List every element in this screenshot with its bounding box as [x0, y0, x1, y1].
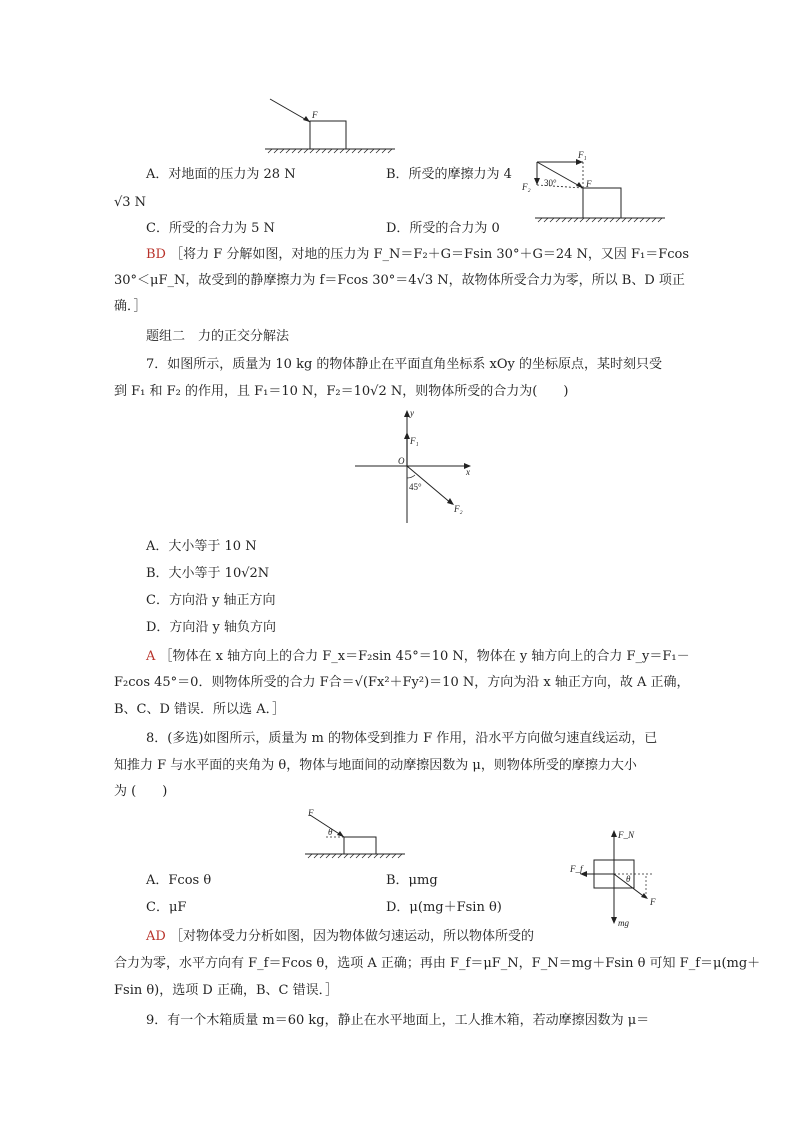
q8-option-c: C．μF [146, 900, 187, 915]
q8-fbd-f-label: F [650, 897, 656, 907]
q7-option-a: A．大小等于 10 N [146, 539, 257, 554]
q7-explanation-line-3: B、C、D 错误．所以选 A．］ [114, 702, 286, 717]
q7-explanation-line-1 [146, 648, 690, 666]
q6-explanation-line-3: 确．］ [114, 299, 147, 314]
q8-fbd-mg-label: mg [618, 918, 629, 928]
figure-q8-free-body [560, 826, 670, 934]
q7-fig-y-label: y [410, 408, 414, 418]
q6-option-b: B．所受的摩擦力为 4 [386, 167, 512, 182]
q6-explanation-line-1 [146, 246, 689, 264]
q7-stem-line-1: 7．如图所示，质量为 10 kg 的物体静止在平面直角坐标系 xOy 的坐标原点，某时刻只受 [146, 357, 663, 372]
q8-stem-line-2: 知推力 F 与水平面的夹角为 θ，物体与地面间的动摩擦因数为 μ，则物体所受的摩擦力大小 [114, 758, 637, 773]
q6-explanation-line-2: 30°＜μF_N，故受到的静摩擦力为 f＝Fcos 30°＝4√3 N，故物体所受合力为零，所以 B、D 项正 [114, 273, 685, 288]
q6-option-a: A．对地面的压力为 28 N [146, 167, 296, 182]
figure-6b [520, 150, 670, 230]
q7-fig-f1-label: F₁ [410, 436, 419, 446]
q8-fbd-fn-label: F_N [618, 830, 635, 840]
q8-fig-f-label: F [308, 808, 314, 818]
q7-option-b: B．大小等于 10√2N [146, 566, 270, 581]
q8-stem-line-1: 8．(多选)如图所示，质量为 m 的物体受到推力 F 作用，沿水平方向做匀速直线运动，已 [146, 731, 658, 746]
fig6b-label-f: F [586, 179, 592, 189]
q7-answer-key: A [146, 649, 156, 664]
q6-option-b-cont: √3 N [114, 195, 147, 210]
q8-fig-theta-label: θ [328, 827, 333, 837]
q8-explanation-line-3: Fsin θ)，选项 D 正确，B、C 错误．］ [114, 983, 339, 998]
figure-6a [260, 95, 400, 160]
q7-explanation-line-2: F₂cos 45°＝0．则物体所受的合力 F合＝√(Fx²＋Fy²)＝10 N，方向为沿 x 轴正方向，故 A 正确， [114, 675, 690, 690]
q8-fbd-theta-label: θ [626, 874, 631, 884]
q7-fig-angle-label: 45° [409, 482, 422, 492]
q7-stem-line-2: 到 F₁ 和 F₂ 的作用，且 F₁＝10 N，F₂＝10√2 N，则物体所受的合力为( ) [114, 384, 569, 399]
q7-fig-x-label: x [466, 467, 470, 477]
q7-option-d: D．方向沿 y 轴负方向 [146, 620, 277, 635]
q8-option-d: D．μ(mg＋Fsin θ) [386, 900, 502, 915]
q7-option-c: C．方向沿 y 轴正方向 [146, 593, 276, 608]
q8-explanation-line-2: 合力为零，水平方向有 F_f＝Fcos θ，选项 A 正确；再由 F_f＝μF_N，F_N＝mg＋Fsin θ 可知 F_f＝μ(mg＋ [114, 956, 761, 971]
q8-fbd-ff-label: F_f [570, 864, 583, 874]
q6-explanation-text-1: ［将力 F 分解如图，对地的压力为 F_N＝F₂＋G＝Fsin 30°＋G＝24 N，又因 F₁＝Fcos [170, 247, 690, 262]
q9-stem-line-1: 9．有一个木箱质量 m＝60 kg，静止在水平地面上，工人推木箱，若动摩擦因数为 μ＝ [146, 1013, 650, 1028]
q7-explanation-text-1: ［物体在 x 轴方向上的合力 F_x＝F₂sin 45°＝10 N，物体在 y 轴方向上的合力 F_y＝F₁－ [159, 649, 690, 664]
q7-fig-f2-label: F₂ [454, 504, 463, 514]
figure-q8 [300, 810, 410, 860]
q7-fig-origin-label: O [398, 456, 405, 466]
q6-answer-key: BD [146, 247, 166, 262]
q8-option-b: B．μmg [386, 873, 438, 888]
fig6a-label-f: F [312, 110, 318, 120]
q8-stem-line-3: 为 ( ) [114, 784, 168, 799]
q8-option-a: A．Fcos θ [146, 873, 212, 888]
q6-option-c: C．所受的合力为 5 N [146, 221, 275, 236]
figure-q7-axes [350, 408, 480, 526]
q8-explanation-text-1: ［对物体受力分析如图，因为物体做匀速运动，所以物体所受的 [169, 929, 534, 944]
fig6b-label-f2: F₂ [522, 182, 531, 192]
q8-answer-key: AD [146, 929, 166, 944]
fig6b-label-angle: 30° [544, 178, 557, 188]
q8-explanation-line-1 [146, 928, 534, 946]
q6-option-d: D．所受的合力为 0 [386, 221, 500, 236]
fig6b-label-f1: F₁ [578, 150, 587, 160]
section-title: 题组二 力的正交分解法 [146, 329, 290, 344]
